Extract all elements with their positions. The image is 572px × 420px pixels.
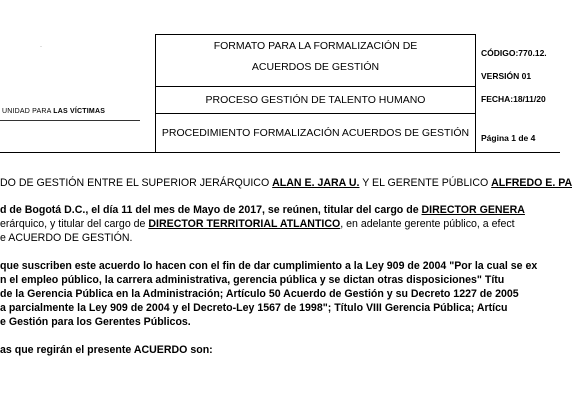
document-version: VERSIÓN 01	[481, 71, 532, 81]
document-code: CÓDIGO:770.12.	[481, 48, 547, 58]
paragraph-2-line-3: de la Gerencia Pública en la Administración; Artículo 50 Acuerdo de Gestión y su Decreto 1227 de 2005	[0, 288, 519, 300]
logo-mark: ·	[40, 44, 42, 50]
page-number: Página 1 de 4	[481, 133, 536, 143]
title-line-1: FORMATO PARA LA FORMALIZACIÓN DE	[213, 40, 418, 52]
paragraph-2-line-5: e Gestión para los Gerentes Públicos.	[0, 316, 191, 328]
paragraph-1-line-1: d de Bogotá D.C., el día 11 del mes de Mayo de 2017, se reúnen, titular del cargo de DIRECTOR GENERA	[0, 204, 525, 216]
paragraph-1-line-2: erárquico, y titular del cargo de DIRECTOR TERRITORIAL ATLANTICO, en adelante gerente público, a efect	[0, 218, 515, 230]
process-name: PROCESO GESTIÓN DE TALENTO HUMANO	[205, 94, 426, 106]
paragraph-2-line-4: a parcialmente la Ley 909 de 2004 y el Decreto-Ley 1567 de 1998"; Título VIII Gerencia Pública; Artícu	[0, 302, 508, 314]
manager-name: ALFREDO E. PA	[491, 177, 572, 189]
paragraph-2-line-2: n el empleo público, la carrera administrativa, gerencia pública y se dictan otras disposiciones" Títu	[0, 274, 505, 286]
paragraph-2-line-1: que suscriben este acuerdo lo hacen con el fin de dar cumplimiento a la Ley 909 de 2004 "Por la cual se ex	[0, 260, 538, 272]
superior-name: ALAN E. JARA U.	[272, 177, 360, 189]
paragraph-1-line-3: e ACUERDO DE GESTIÓN.	[0, 232, 133, 244]
document-date: FECHA:18/11/20	[481, 94, 546, 104]
title-line-2: ACUERDOS DE GESTIÓN	[251, 61, 380, 73]
document-header-table	[0, 34, 560, 153]
paragraph-3-line-1: as que regirán el presente ACUERDO son:	[0, 344, 213, 356]
unidad-victimas-logo: UNIDAD PARA LAS VÍCTIMAS	[2, 108, 106, 115]
procedure-name: PROCEDIMIENTO FORMALIZACIÓN ACUERDOS DE GESTIÓN	[161, 127, 470, 139]
agreement-title-line: DO DE GESTIÓN ENTRE EL SUPERIOR JERÁRQUICO ALAN E. JARA U. Y EL GERENTE PÚBLICO ALFREDO E. PA	[0, 177, 572, 189]
logo-underline	[0, 120, 140, 121]
